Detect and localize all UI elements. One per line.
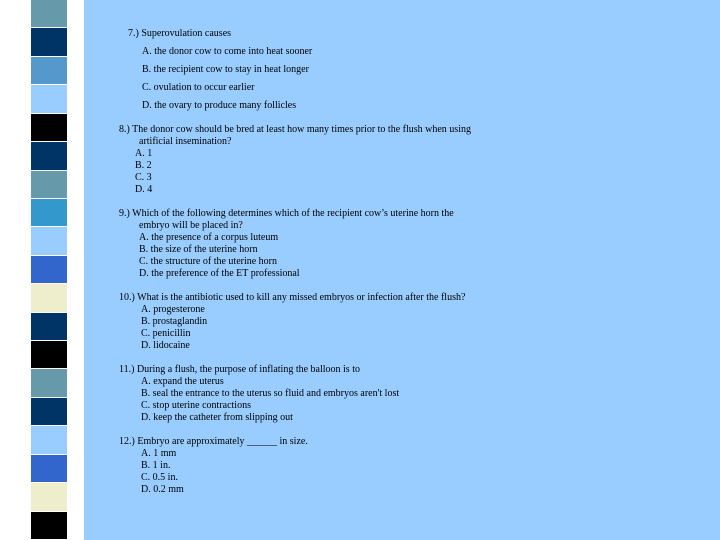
answer-option: A. 1	[135, 148, 153, 159]
answer-option: D. the ovary to produce many follicles	[142, 100, 297, 111]
question-text: artificial insemination?	[139, 136, 232, 147]
answer-option: B. seal the entrance to the uterus so fluid and embryos aren't lost	[141, 388, 400, 399]
stripe-block	[31, 28, 67, 56]
decorative-stripe	[0, 0, 84, 540]
stripe-block	[31, 114, 67, 141]
answer-option: B. the size of the uterine horn	[139, 244, 258, 255]
stripe-block	[31, 398, 67, 425]
stripe-block	[31, 57, 67, 84]
stripe-block	[31, 369, 67, 397]
answer-option: A. expand the uterus	[141, 376, 224, 387]
answer-option: A. the donor cow to come into heat sooner	[142, 46, 313, 57]
answer-option: D. 4	[135, 184, 153, 195]
answer-option: B. 1 in.	[141, 460, 171, 471]
stripe-block	[31, 313, 67, 340]
answer-option: B. 2	[135, 160, 152, 171]
stripe-block	[31, 85, 67, 113]
answer-option: C. 3	[135, 172, 152, 183]
answer-option: D. keep the catheter from slipping out	[141, 412, 293, 423]
answer-option: A. progesterone	[141, 304, 205, 315]
stripe-block	[31, 0, 67, 27]
question-text: 11.) During a flush, the purpose of inflating the balloon is to	[119, 364, 360, 375]
answer-option: A. 1 mm	[141, 448, 177, 459]
stripe-block	[31, 227, 67, 255]
question-text: 8.) The donor cow should be bred at least how many times prior to the flush when using	[119, 124, 471, 135]
answer-option: B. the recipient cow to stay in heat longer	[142, 64, 309, 75]
question-text: 9.) Which of the following determines which of the recipient cow’s uterine horn the	[119, 208, 454, 219]
answer-option: D. lidocaine	[141, 340, 190, 351]
answer-option: A. the presence of a corpus luteum	[139, 232, 279, 243]
question-text: 10.) What is the antibiotic used to kill any missed embryos or infection after the flush?	[119, 292, 466, 303]
answer-option: D. 0.2 mm	[141, 484, 184, 495]
stripe-block	[31, 256, 67, 283]
answer-option: C. penicillin	[141, 328, 191, 339]
question-text: 12.) Embryo are approximately ______ in size.	[119, 436, 308, 447]
stripe-block	[31, 512, 67, 539]
stripe-block	[31, 483, 67, 511]
slide-content	[84, 0, 720, 540]
answer-option: C. ovulation to occur earlier	[142, 82, 255, 93]
answer-option: C. stop uterine contractions	[141, 400, 251, 411]
question-text: 7.) Superovulation causes	[128, 28, 232, 39]
stripe-block	[31, 199, 67, 226]
answer-option: C. 0.5 in.	[141, 472, 178, 483]
stripe-block	[31, 171, 67, 198]
stripe-block	[31, 341, 67, 368]
stripe-block	[31, 455, 67, 482]
answer-option: D. the preference of the ET professional	[139, 268, 300, 279]
answer-option: C. the structure of the uterine horn	[139, 256, 278, 267]
answer-option: B. prostaglandin	[141, 316, 208, 327]
stripe-block	[31, 284, 67, 312]
stripe-block	[31, 426, 67, 454]
stripe-block	[31, 142, 67, 170]
question-text: embryo will be placed in?	[139, 220, 243, 231]
